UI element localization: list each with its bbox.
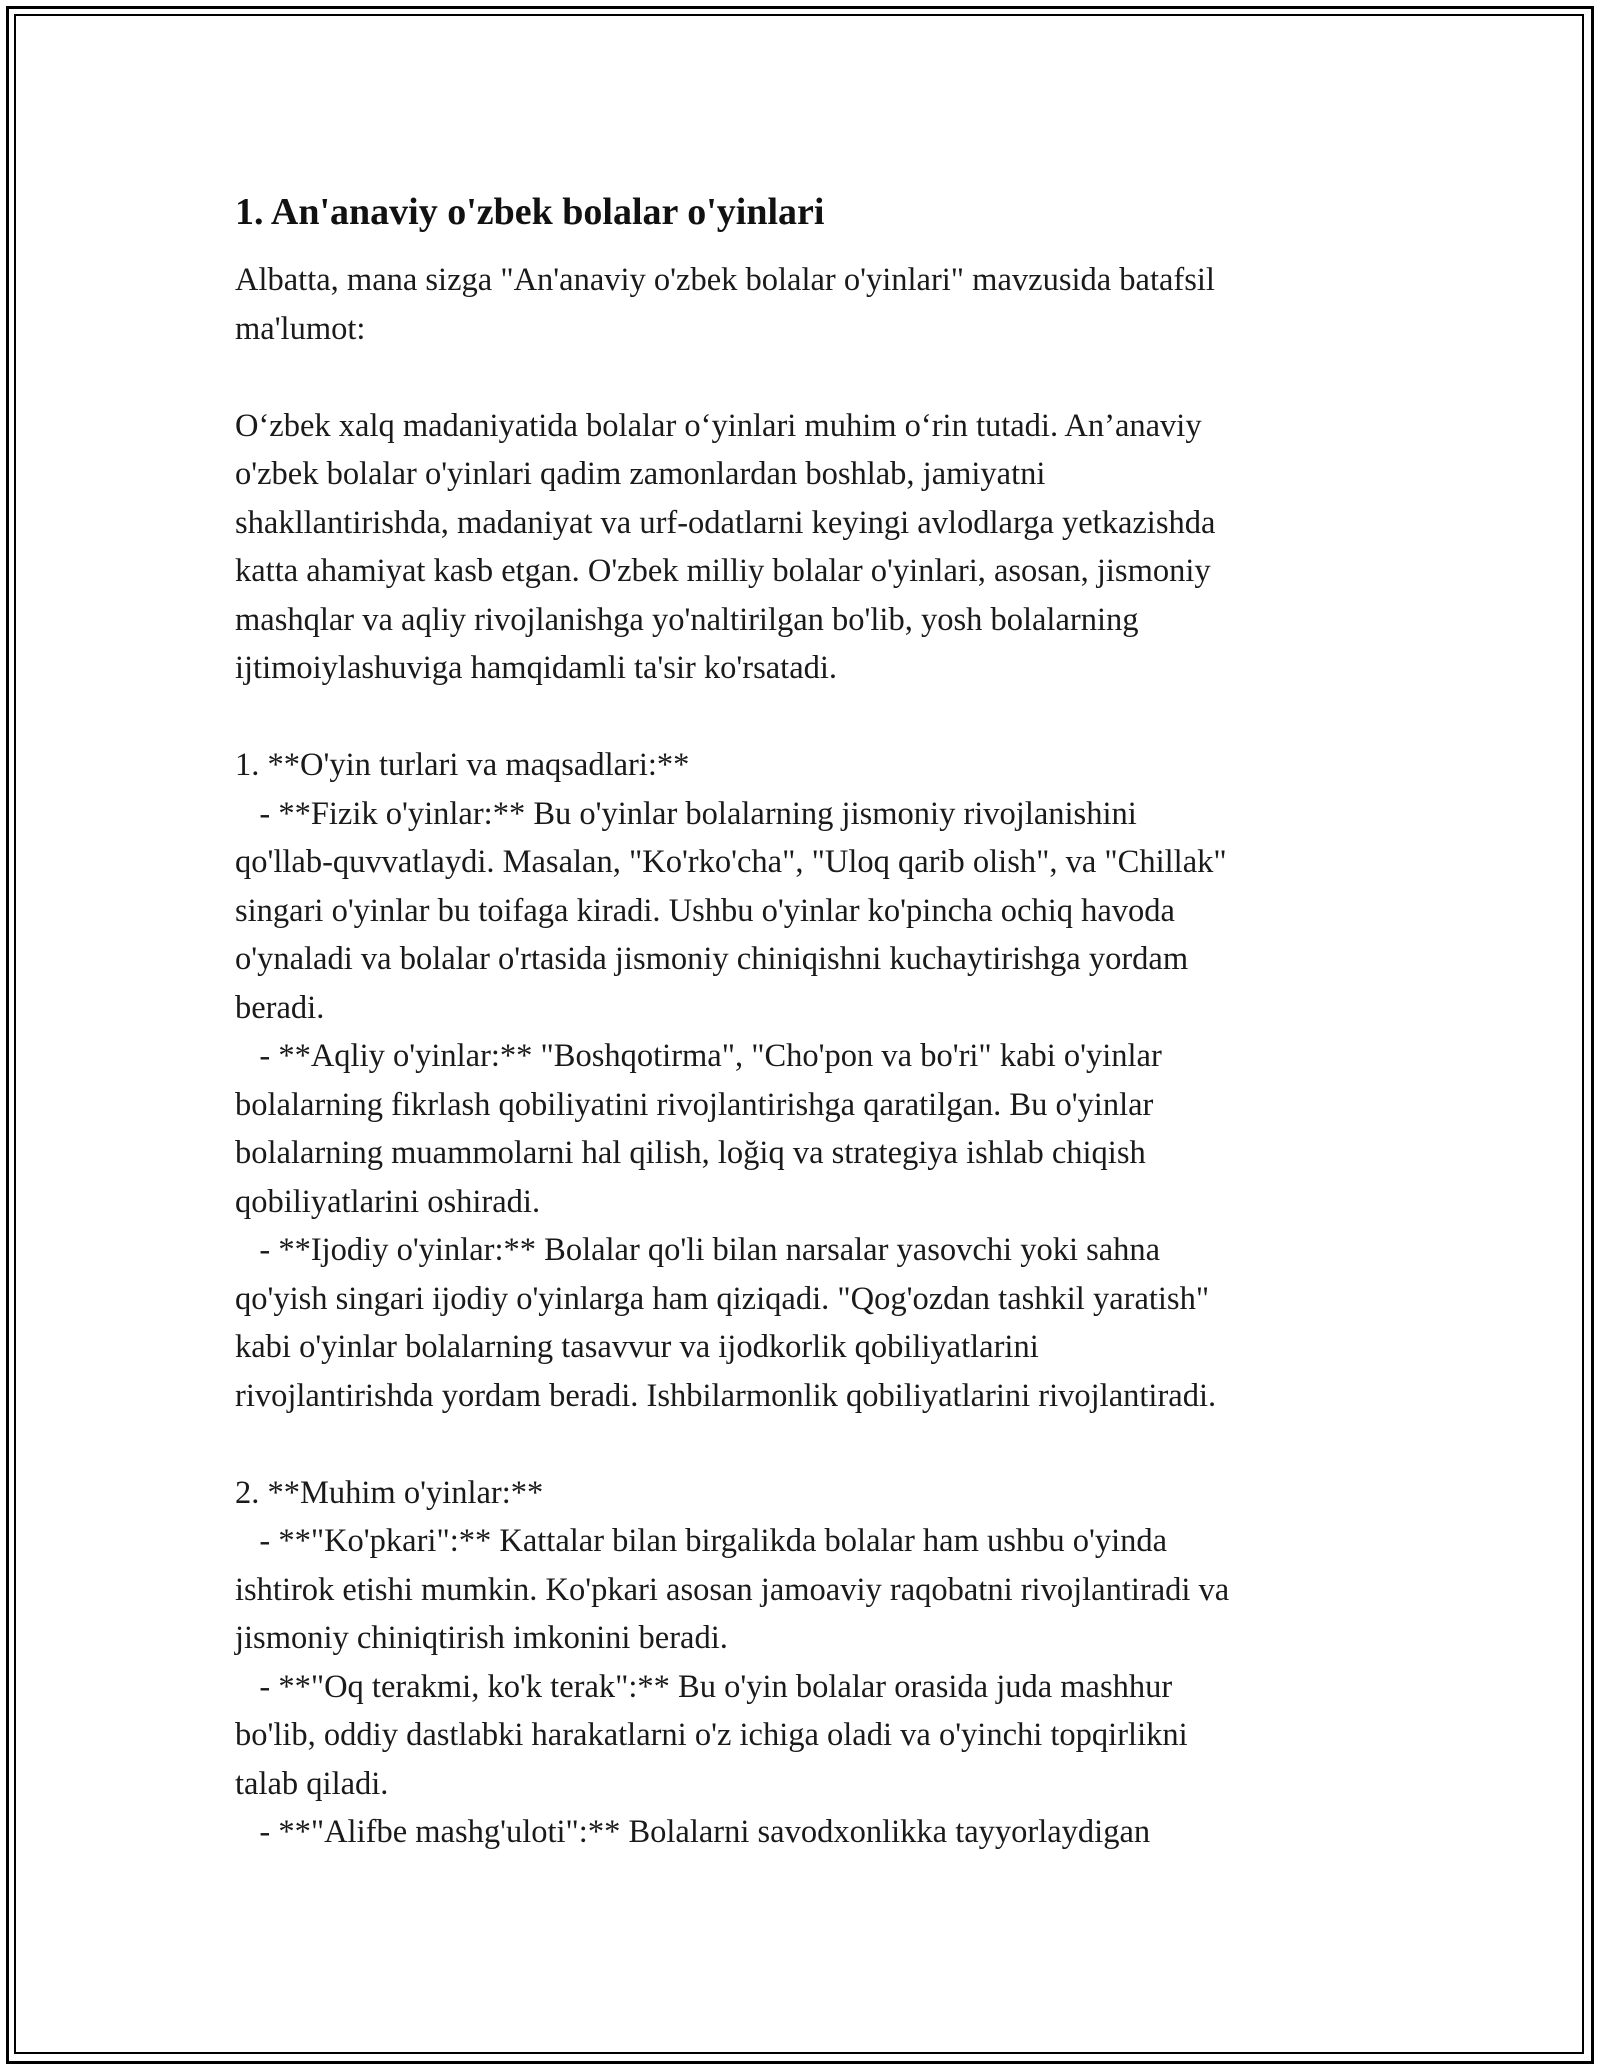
paragraph-gap bbox=[235, 693, 1365, 742]
paragraph-gap bbox=[235, 353, 1365, 402]
document-body bbox=[235, 188, 1365, 1857]
document-title: 1. An'anaviy o'zbek bolalar o'yinlari bbox=[235, 191, 825, 233]
overview-paragraph: O‘zbek xalq madaniyatida bolalar o‘yinlari muhim o‘rin tutadi. An’anaviy o'zbek bolalar o'yinlari qadim zamonlardan boshlab, jamiyatni shakllantirishda, madaniyat va urf-odatlarni keyingi avlodlarga yetkazishda katta ahamiyat kasb etgan. O'zbek milliy bolalar o'yinlari, asosan, jismoniy mashqlar va aqliy rivojlanishga yo'naltirilgan bo'lib, yosh bolalarning ijtimoiylashuviga hamqidamli ta'sir ko'rsatadi. bbox=[235, 407, 1216, 686]
section-important-games: 2. **Muhim o'yinlar:** - **"Ko'pkari":** Kattalar bilan birgalikda bolalar ham ushbu o'yinda ishtirok etishi mumkin. Ko'pkari asosan jamoaviy raqobatni rivojlantiradi va jismoniy chiniqtirish imkonini beradi. - **"Oq terakmi, ko'k terak":** Bu o'yin bolalar orasida juda mashhur bo'lib, oddiy dastlabki harakatlarni o'z ichiga oladi va o'yinchi topqirlikni talab qiladi. - **"Alifbe mashg'uloti":** Bolalarni savodxonlikka tayyorlaydigan bbox=[235, 1474, 1230, 1850]
paragraph-gap bbox=[235, 1420, 1365, 1469]
intro-paragraph: Albatta, mana sizga "An'anaviy o'zbek bolalar o'yinlari" mavzusida batafsil ma'lumot: bbox=[235, 262, 1215, 347]
section-game-types: 1. **O'yin turlari va maqsadlari:** - **Fizik o'yinlar:** Bu o'yinlar bolalarning jismoniy rivojlanishini qo'llab-quvvatlaydi. Masalan, "Ko'rko'cha", "Uloq qarib olish", va "Chillak" singari o'yinlar bu toifaga kiradi. Ushbu o'yinlar ko'pincha ochiq havoda o'ynaladi va bolalar o'rtasida jismoniy chiniqishni kuchaytirishga yordam beradi. - **Aqliy o'yinlar:** "Boshqotirma", "Cho'pon va bo'ri" kabi o'yinlar bolalarning fikrlash qobiliyatini rivojlantirishga qaratilgan. Bu o'yinlar bolalarning muammolarni hal qilish, loğiq va strategiya ishlab chiqish qobiliyatlarini oshiradi. - **Ijodiy o'yinlar:** Bolalar qo'li bilan narsalar yasovchi yoki sahna qo'yish singari ijodiy o'yinlarga ham qiziqadi. "Qog'ozdan tashkil yaratish" kabi o'yinlar bolalarning tasavvur va ijodkorlik qobiliyatlarini rivojlantirishda yordam beradi. Ishbilarmonlik qobiliyatlarini rivojlantiradi. bbox=[235, 747, 1227, 1414]
